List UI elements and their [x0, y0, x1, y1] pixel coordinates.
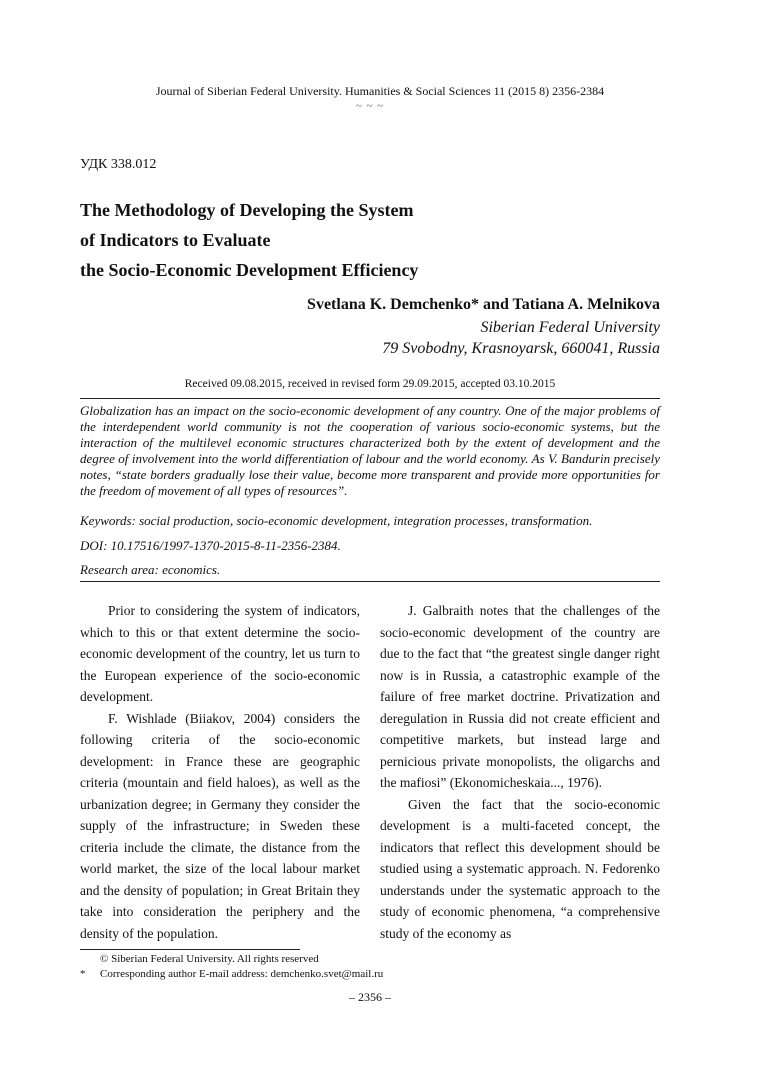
- title-line: The Methodology of Developing the System: [80, 200, 414, 220]
- article-title: [80, 195, 418, 285]
- address: 79 Svobodny, Krasnoyarsk, 660041, Russia: [382, 340, 660, 357]
- right-column: [380, 600, 660, 944]
- journal-header: Journal of Siberian Federal University. Humanities & Social Sciences 11 (2015 8) 2356-2384: [155, 84, 605, 98]
- keywords: Keywords: social production, socio-economic development, integration processes, transformation.: [80, 513, 593, 528]
- research-area: Research area: economics.: [80, 562, 221, 577]
- left-column: [80, 600, 360, 944]
- title-line: the Socio-Economic Development Efficiency: [80, 260, 419, 280]
- received-dates: Received 09.08.2015, received in revised form 29.09.2015, accepted 03.10.2015: [184, 378, 556, 390]
- institution: Siberian Federal University: [480, 319, 660, 336]
- footnote-corresponding: * Corresponding author E-mail address: demchenko.svet@mail.ru: [80, 968, 384, 980]
- doi: DOI: 10.17516/1997-1370-2015-8-11-2356-2384.: [80, 538, 341, 553]
- authors: Svetlana K. Demchenko* and Tatiana A. Melnikova: [307, 296, 660, 313]
- abstract: Globalization has an impact on the socio-economic development of any country. One of the major problems of the interdependent world community is not the cooperation of various socio-economic systems, but the interaction of the multilevel economic structures characterized both by the extent of development and the degree of involvement into the world differentiation of labour and the world economy. As V. Bandurin precisely notes, “state borders gradually lose their value, become more transparent and provide more opportunities for the freedom of movement of all types of resources”.: [80, 403, 660, 498]
- paragraph: Prior to considering the system of indicators, which to this or that extent determine the socio-economic development of the country, let us turn to the European experience of the socio-economic development.: [80, 603, 360, 704]
- paragraph: J. Galbraith notes that the challenges of the socio-economic development of the country are due to the fact that “the greatest single danger right now is in Russia, a catastrophic example of the failure of free market doctrine. Privatization and deregulation in Russia did not create efficient and competitive markets, but instead large and pernicious private monopolists, the oligarchs and the mafiosi” (Ekonomicheskaia..., 1976).: [380, 603, 660, 790]
- paragraph: Given the fact that the socio-economic development is a multi-faceted concept, the indicators that reflect this development should be studied using a systematic approach. N. Fedorenko understands under the systematic approach to the study of economic phenomena, “a comprehensive study of the economy as: [380, 796, 660, 941]
- udk-code: УДК 338.012: [80, 157, 157, 172]
- footnote-copyright: © Siberian Federal University. All rights reserved: [100, 953, 319, 965]
- page-number: – 2356 –: [349, 990, 391, 1004]
- affiliation: [382, 317, 660, 359]
- header-ornament: ~ ~ ~: [355, 100, 385, 112]
- title-line: of Indicators to Evaluate: [80, 230, 271, 250]
- footnotes: [80, 952, 383, 982]
- divider-bottom: [80, 581, 660, 582]
- footnote-rule: [80, 949, 300, 950]
- divider-top: [80, 398, 660, 399]
- paragraph: F. Wishlade (Biiakov, 2004) considers the following criteria of the socio-economic development: in France these are geographic criteria (mountain and field haloes), as well as the urbanization degree; in Germany they consider the supply of the infrastructure; in Sweden these criteria include the climate, the distance from the world market, the size of the local labour market and the density of population; in Great Britain they take into consideration the periphery and the density of the population.: [80, 710, 360, 941]
